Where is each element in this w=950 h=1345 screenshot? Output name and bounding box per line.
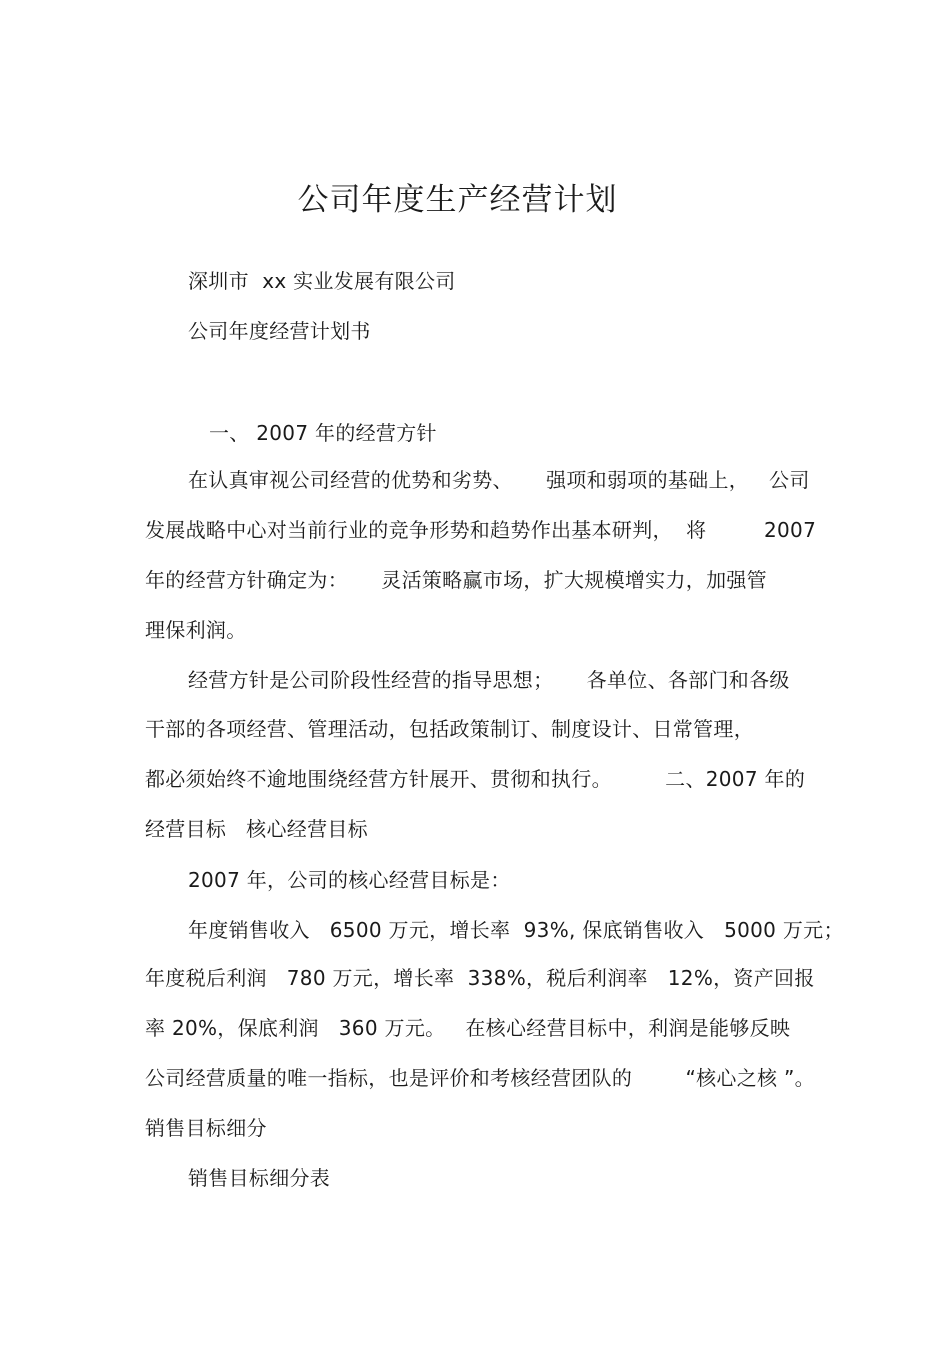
section-heading-1: 一、 2007 年的经营方针 xyxy=(209,421,437,445)
paragraph-line: 经营目标 核心经营目标 xyxy=(145,817,368,841)
paragraph-line: 理保利润。 xyxy=(145,618,247,642)
table-caption: 销售目标细分表 xyxy=(188,1166,331,1190)
paragraph-line: 干部的各项经营、管理活动，包括政策制订、制度设计、日常管理， xyxy=(145,717,754,741)
paragraph-line: 在认真审视公司经营的优势和劣势、 强项和弱项的基础上， 公司 xyxy=(188,468,810,492)
paragraph-line: 年度销售收入 6500 万元，增长率 93%, 保底销售收入 5000 万元； xyxy=(188,918,844,942)
paragraph-line: 2007 年，公司的核心经营目标是： xyxy=(188,868,511,892)
document-title: 公司年度生产经营计划 xyxy=(297,182,618,218)
paragraph-line: 年度税后利润 780 万元，增长率 338%，税后利润率 12%，资产回报 xyxy=(145,966,815,990)
paragraph-line-year: 2007 xyxy=(764,518,817,542)
document-subtitle: 公司年度经营计划书 xyxy=(188,319,371,343)
paragraph-line: 年的经营方针确定为： 灵活策略赢市场，扩大规模增实力，加强管 xyxy=(145,568,767,592)
paragraph-line: 销售目标细分 xyxy=(145,1116,267,1140)
paragraph-line: 经营方针是公司阶段性经营的指导思想； 各单位、各部门和各级 xyxy=(188,668,790,692)
company-name: 深圳市 xx 实业发展有限公司 xyxy=(188,269,456,293)
paragraph-line: 公司经营质量的唯一指标，也是评价和考核经营团队的 “核心之核 ”。 xyxy=(145,1066,815,1090)
paragraph-line: 率 20%，保底利润 360 万元。 在核心经营目标中，利润是能够反映 xyxy=(145,1016,791,1040)
paragraph-line: 都必须始终不逾地围绕经营方针展开、贯彻和执行。 二、2007 年的 xyxy=(145,767,806,791)
paragraph-line: 发展战略中心对当前行业的竞争形势和趋势作出基本研判， 将 xyxy=(145,518,707,542)
